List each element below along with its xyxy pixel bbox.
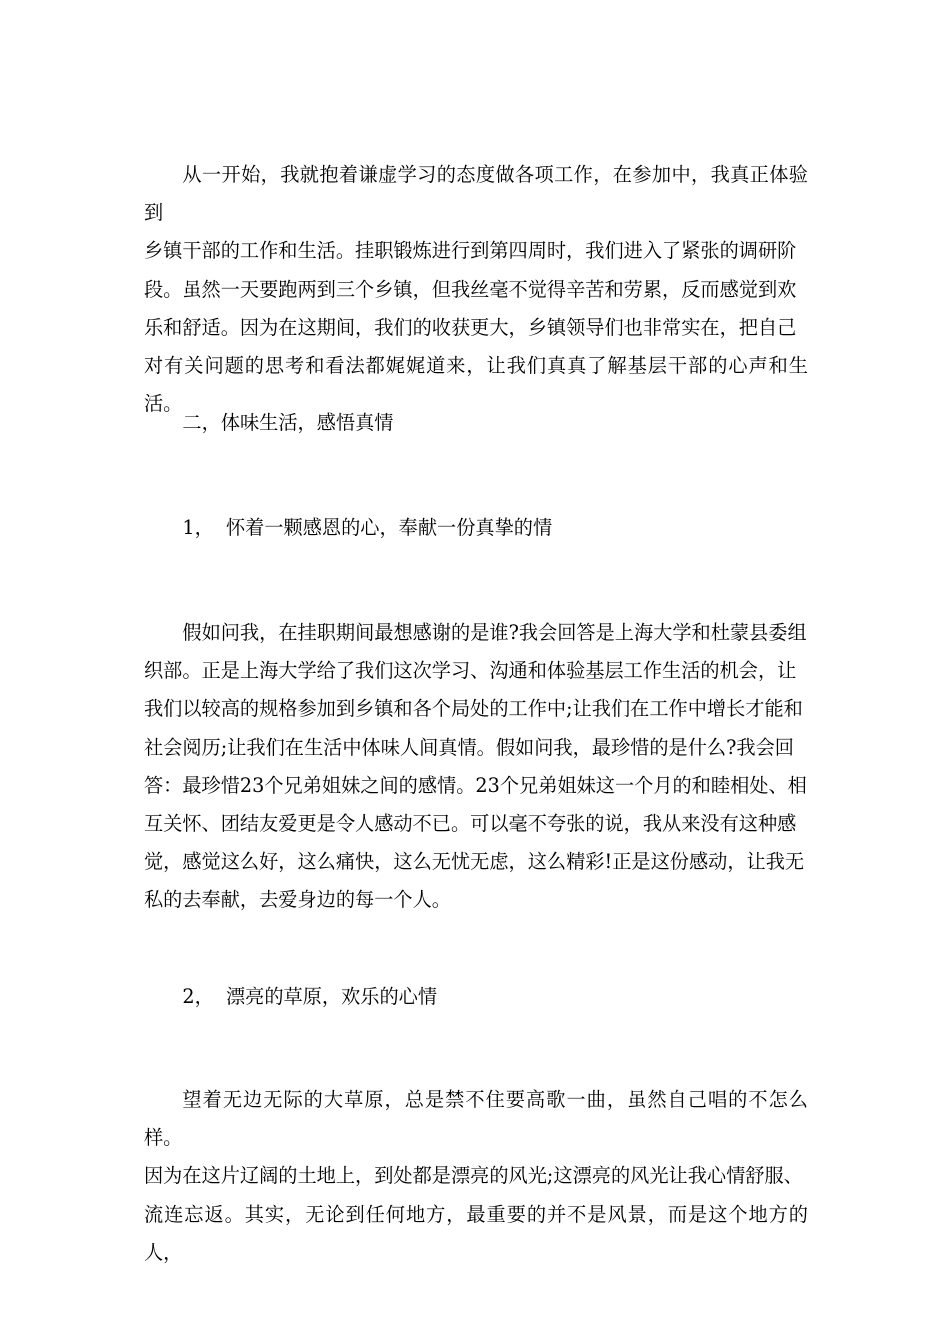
text-line: 织部。正是上海大学给了我们这次学习、沟通和体验基层工作生活的机会，让 <box>144 659 797 683</box>
text-line: 段。虽然一天要跑两到三个乡镇，但我丝毫不觉得辛苦和劳累，反而感觉到欢 <box>144 277 797 301</box>
text-line: 乡镇干部的工作和生活。挂职锻炼进行到第四周时，我们进入了紧张的调研阶 <box>144 239 797 263</box>
subsection-heading-1: 1， 怀着一颗感恩的心，奉献一份真挚的情 <box>182 516 553 539</box>
paragraph-2 <box>144 614 808 920</box>
text-line: 对有关问题的思考和看法都娓娓道来，让我们真真了解基层干部的心声和生活。 <box>144 354 808 416</box>
text-line: 乐和舒适。因为在这期间，我们的收获更大，乡镇领导们也非常实在，把自己 <box>144 315 797 339</box>
section-heading: 二，体味生活，感悟真情 <box>182 411 394 434</box>
text-line: 从一开始，我就抱着谦虚学习的态度做各项工作，在参加中，我真正体验到 <box>144 163 808 225</box>
paragraph-1 <box>144 156 808 423</box>
paragraph-3 <box>144 1081 808 1272</box>
text-line: 流连忘返。其实，无论到任何地方，最重要的并不是风景，而是这个地方的人， <box>144 1202 808 1264</box>
text-line: 私的去奉献，去爱身边的每一个人。 <box>144 888 451 912</box>
text-line: 因为在这片辽阔的土地上，到处都是漂亮的风光;这漂亮的风光让我心情舒服、 <box>144 1164 803 1188</box>
text-line: 望着无边无际的大草原，总是禁不住要高歌一曲，虽然自己唱的不怎么样。 <box>144 1088 808 1150</box>
text-line: 我们以较高的规格参加到乡镇和各个局处的工作中;让我们在工作中增长才能和 <box>144 697 803 721</box>
subsection-heading-2: 2， 漂亮的草原，欢乐的心情 <box>182 985 438 1008</box>
text-line: 社会阅历;让我们在生活中体味人间真情。假如问我，最珍惜的是什么?我会回 <box>144 735 794 759</box>
text-line: 互关怀、团结友爱更是令人感动不已。可以毫不夸张的说，我从来没有这种感 <box>144 812 797 836</box>
text-line: 假如问我，在挂职期间最想感谢的是谁?我会回答是上海大学和杜蒙县委组 <box>182 621 807 644</box>
text-line: 觉，感觉这么好，这么痛快，这么无忧无虑，这么精彩!正是这份感动，让我无 <box>144 850 805 874</box>
text-line: 答：最珍惜23个兄弟姐妹之间的感情。23个兄弟姐妹这一个月的和睦相处、相 <box>144 773 807 797</box>
